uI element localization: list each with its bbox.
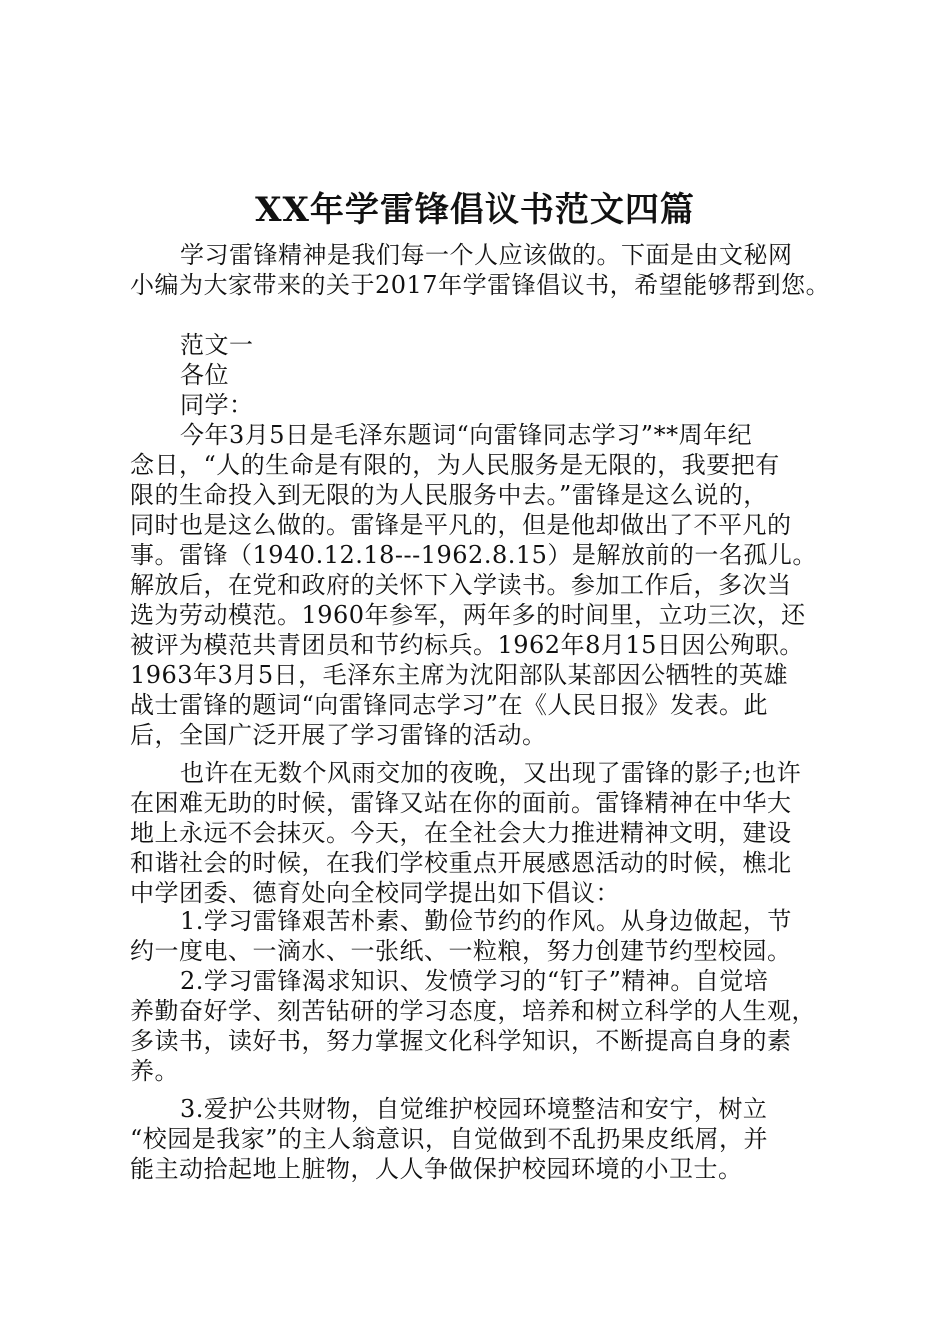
paragraph-line: 在困难无助的时候，雷锋又站在你的面前。雷锋精神在中华大 [130,789,792,817]
intro-paragraph [130,240,830,300]
proposal-item-1 [130,906,830,966]
salutation-line: 各位 [180,361,229,389]
section-heading [130,330,830,420]
paragraph-line: 限的生命投入到无限的为人民服务中去。”雷锋是这么说的， [130,481,768,509]
paragraph-line: 选为劳动模范。1960年参军，两年多的时间里，立功三次，还 [130,601,806,629]
paragraph-line: 同时也是这么做的。雷锋是平凡的，但是他却做出了不平凡的 [130,511,792,539]
paragraph-line: 今年3月5日是毛泽东题词“向雷锋同志学习”**周年纪 [180,421,753,449]
salutation-line: 同学： [180,391,254,419]
paragraph-line: 1963年3月5日，毛泽东主席为沈阳部队某部因公牺牲的英雄 [130,661,789,689]
section-label: 范文一 [180,331,254,359]
paragraph-line: 被评为模范共青团员和节约标兵。1962年8月15日因公殉职。 [130,631,804,659]
proposal-line: “校园是我家”的主人翁意识，自觉做到不乱扔果皮纸屑，并 [130,1125,769,1153]
paragraph-line: 解放后，在党和政府的关怀下入学读书。参加工作后，多次当 [130,571,792,599]
paragraph-2 [130,758,830,908]
paragraph-line: 也许在无数个风雨交加的夜晚，又出现了雷锋的影子;也许 [180,759,802,787]
paragraph-1 [130,420,830,750]
paragraph-line: 念日，“人的生命是有限的，为人民服务是无限的，我要把有 [130,451,780,479]
paragraph-line: 中学团委、德育处向全校同学提出如下倡议： [130,879,620,907]
proposal-line: 约一度电、一滴水、一张纸、一粒粮，努力创建节约型校园。 [130,937,792,965]
proposal-line: 多读书，读好书，努力掌握文化科学知识，不断提高自身的素 [130,1027,792,1055]
proposal-line: 能主动拾起地上脏物，人人争做保护校园环境的小卫士。 [130,1155,743,1183]
proposal-line: 2.学习雷锋渴求知识、发愤学习的“钉子”精神。自觉培 [180,967,769,995]
document-title: XX年学雷锋倡议书范文四篇 [255,190,695,230]
proposal-item-2 [130,966,830,1086]
paragraph-line: 和谐社会的时候，在我们学校重点开展感恩活动的时候，樵北 [130,849,792,877]
proposal-line: 养勤奋好学、刻苦钻研的学习态度，培养和树立科学的人生观， [130,997,816,1025]
proposal-line: 1.学习雷锋艰苦朴素、勤俭节约的作风。从身边做起，节 [180,907,792,935]
paragraph-line: 事。雷锋（1940.12.18---1962.8.15）是解放前的一名孤儿。 [130,541,817,569]
intro-line: 学习雷锋精神是我们每一个人应该做的。下面是由文秘网 [180,241,793,269]
intro-line: 小编为大家带来的关于2017年学雷锋倡议书，希望能够帮到您。 [130,271,831,299]
paragraph-line: 地上永远不会抹灭。今天，在全社会大力推进精神文明，建设 [130,819,792,847]
proposal-line: 3.爱护公共财物，自觉维护校园环境整洁和安宁，树立 [180,1095,768,1123]
paragraph-line: 战士雷锋的题词“向雷锋同志学习”在《人民日报》发表。此 [130,691,769,719]
proposal-item-3 [130,1094,830,1184]
proposal-line: 养。 [130,1057,179,1085]
paragraph-line: 后，全国广泛开展了学习雷锋的活动。 [130,721,547,749]
